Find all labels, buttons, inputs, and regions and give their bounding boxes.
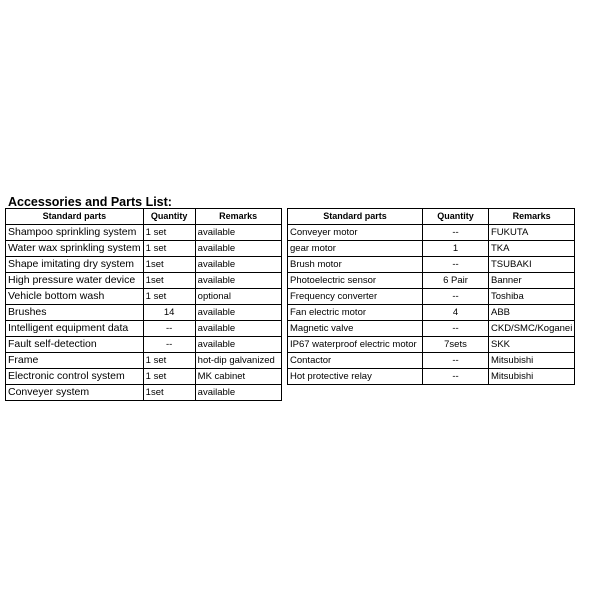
remarks-cell: available	[195, 385, 281, 401]
remarks-cell: available	[195, 337, 281, 353]
part-name-cell: Vehicle bottom wash	[6, 289, 144, 305]
table-row	[6, 337, 282, 353]
remarks-cell: available	[195, 241, 281, 257]
remarks-cell: available	[195, 257, 281, 273]
table-row	[288, 289, 575, 305]
remarks-cell: Mitsubishi	[489, 353, 575, 369]
quantity-cell: 1 set	[143, 225, 195, 241]
header-quantity: Quantity	[143, 209, 195, 225]
table-row	[6, 321, 282, 337]
table-row	[288, 225, 575, 241]
header-quantity: Quantity	[423, 209, 489, 225]
header-standard-parts: Standard parts	[6, 209, 144, 225]
header-standard-parts: Standard parts	[288, 209, 423, 225]
table-row	[288, 241, 575, 257]
part-name-cell: Conveyer motor	[288, 225, 423, 241]
remarks-cell: available	[195, 305, 281, 321]
remarks-cell: available	[195, 273, 281, 289]
table-row	[6, 257, 282, 273]
quantity-cell: --	[423, 321, 489, 337]
table-row	[288, 337, 575, 353]
part-name-cell: Frequency converter	[288, 289, 423, 305]
part-name-cell: Shampoo sprinkling system	[6, 225, 144, 241]
page-title: Accessories and Parts List:	[8, 195, 172, 209]
table-row	[6, 369, 282, 385]
header-remarks: Remarks	[195, 209, 281, 225]
quantity-cell: --	[143, 337, 195, 353]
quantity-cell: --	[423, 369, 489, 385]
quantity-cell: 1 set	[143, 241, 195, 257]
remarks-cell: available	[195, 225, 281, 241]
remarks-cell: optional	[195, 289, 281, 305]
table-row	[6, 289, 282, 305]
quantity-cell: 1set	[143, 257, 195, 273]
quantity-cell: 6 Pair	[423, 273, 489, 289]
remarks-cell: CKD/SMC/Koganei	[489, 321, 575, 337]
part-name-cell: Fan electric motor	[288, 305, 423, 321]
header-remarks: Remarks	[489, 209, 575, 225]
table-row	[6, 241, 282, 257]
table-row	[288, 369, 575, 385]
remarks-cell: TSUBAKI	[489, 257, 575, 273]
remarks-cell: FUKUTA	[489, 225, 575, 241]
remarks-cell: TKA	[489, 241, 575, 257]
part-name-cell: Hot protective relay	[288, 369, 423, 385]
quantity-cell: 7sets	[423, 337, 489, 353]
table-row	[288, 353, 575, 369]
table-row	[6, 305, 282, 321]
table-header-row	[6, 209, 282, 225]
quantity-cell: --	[423, 257, 489, 273]
table-row	[288, 257, 575, 273]
quantity-cell: 1set	[143, 385, 195, 401]
remarks-cell: SKK	[489, 337, 575, 353]
table-row	[6, 385, 282, 401]
part-name-cell: Brushes	[6, 305, 144, 321]
part-name-cell: Intelligent equipment data	[6, 321, 144, 337]
part-name-cell: Contactor	[288, 353, 423, 369]
remarks-cell: ABB	[489, 305, 575, 321]
parts-table-left	[5, 208, 282, 401]
table-row	[288, 273, 575, 289]
table-row	[288, 305, 575, 321]
parts-table-right	[287, 208, 575, 385]
remarks-cell: hot-dip galvanized	[195, 353, 281, 369]
quantity-cell: 1	[423, 241, 489, 257]
quantity-cell: 14	[143, 305, 195, 321]
quantity-cell: --	[143, 321, 195, 337]
remarks-cell: Mitsubishi	[489, 369, 575, 385]
part-name-cell: Shape imitating dry system	[6, 257, 144, 273]
remarks-cell: Banner	[489, 273, 575, 289]
quantity-cell: --	[423, 353, 489, 369]
quantity-cell: 1 set	[143, 369, 195, 385]
table-row	[288, 321, 575, 337]
part-name-cell: Photoelectric sensor	[288, 273, 423, 289]
part-name-cell: Electronic control system	[6, 369, 144, 385]
quantity-cell: --	[423, 225, 489, 241]
table-row	[6, 273, 282, 289]
quantity-cell: 1 set	[143, 353, 195, 369]
remarks-cell: Toshiba	[489, 289, 575, 305]
part-name-cell: Brush motor	[288, 257, 423, 273]
part-name-cell: High pressure water device	[6, 273, 144, 289]
quantity-cell: --	[423, 289, 489, 305]
table-row	[6, 353, 282, 369]
quantity-cell: 4	[423, 305, 489, 321]
quantity-cell: 1 set	[143, 289, 195, 305]
part-name-cell: Frame	[6, 353, 144, 369]
part-name-cell: gear motor	[288, 241, 423, 257]
quantity-cell: 1set	[143, 273, 195, 289]
part-name-cell: IP67 waterproof electric motor	[288, 337, 423, 353]
part-name-cell: Fault self-detection	[6, 337, 144, 353]
remarks-cell: MK cabinet	[195, 369, 281, 385]
table-row	[6, 225, 282, 241]
part-name-cell: Magnetic valve	[288, 321, 423, 337]
remarks-cell: available	[195, 321, 281, 337]
table-header-row	[288, 209, 575, 225]
part-name-cell: Conveyer system	[6, 385, 144, 401]
part-name-cell: Water wax sprinkling system	[6, 241, 144, 257]
